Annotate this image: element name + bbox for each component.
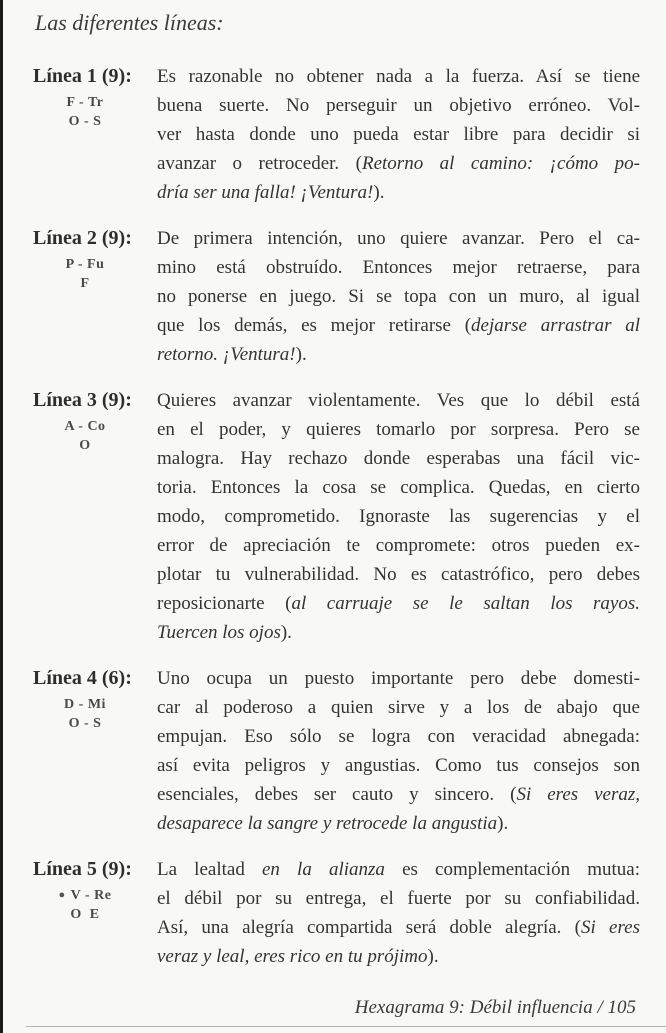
italic-run: veraz y leal, eres rico en tu prójimo bbox=[157, 946, 428, 967]
text-run: reposicionarte ( bbox=[157, 593, 292, 614]
text-line bbox=[157, 913, 640, 942]
text-line bbox=[157, 224, 640, 253]
text-line bbox=[157, 693, 640, 722]
text-line bbox=[157, 473, 640, 502]
line-label-column bbox=[33, 386, 157, 455]
text-run: Así, una alegría compartida será doble alegría. ( bbox=[157, 917, 582, 938]
text-line bbox=[157, 531, 640, 560]
text-run: ). bbox=[427, 946, 439, 967]
text-run: toria. Entonces la cosa se complica. Quedas, en cierto bbox=[157, 477, 640, 498]
text-run: en el poder, y quieres tomarlo por sorpresa. Pero se bbox=[157, 419, 640, 440]
text-run: no ponerse en juego. Si se topa con un muro, al igual bbox=[157, 286, 640, 307]
bottom-rule bbox=[26, 1026, 666, 1027]
italic-run: al carruaje se le saltan los rayos. bbox=[291, 593, 640, 614]
line-label: Línea 4 (6): bbox=[33, 667, 132, 689]
trigram-code: O E bbox=[70, 907, 100, 922]
text-line bbox=[157, 942, 640, 971]
line-entry bbox=[33, 386, 640, 647]
trigram-code: O bbox=[79, 438, 91, 453]
text-run: ). bbox=[280, 622, 292, 643]
trigram-code: F - Tr bbox=[66, 95, 104, 110]
line-label: Línea 3 (9): bbox=[33, 389, 132, 411]
text-run: La lealtad bbox=[157, 859, 262, 880]
governing-line-bullet-icon: ● bbox=[58, 889, 66, 901]
trigram-code: O - S bbox=[68, 114, 102, 129]
text-run: error de apreciación te compromete: otros pueden ex- bbox=[157, 535, 640, 556]
text-run: ). bbox=[373, 182, 385, 203]
italic-run: Tuercen los ojos bbox=[157, 622, 281, 643]
trigram-code: A - Co bbox=[64, 419, 106, 434]
text-run: Uno ocupa un puesto importante pero debe domesti- bbox=[157, 668, 640, 689]
text-run: modo, comprometido. Ignoraste las sugerencias y el bbox=[157, 506, 640, 527]
text-line bbox=[157, 282, 640, 311]
text-run: que los demás, es mejor retirarse ( bbox=[157, 315, 472, 336]
text-line bbox=[157, 444, 640, 473]
text-run: es complementación mutua: bbox=[384, 859, 640, 880]
text-run: De primera intención, uno quiere avanzar. Pero el ca- bbox=[157, 228, 640, 249]
line-codes bbox=[33, 93, 137, 131]
text-line bbox=[157, 751, 640, 780]
text-run: malogra. Hay rechazo donde esperabas una fácil vic- bbox=[157, 448, 640, 469]
line-label-column bbox=[33, 62, 157, 131]
line-text bbox=[157, 386, 640, 647]
footer-text: Hexagrama 9: Débil influencia / 105 bbox=[354, 997, 636, 1018]
text-line bbox=[157, 722, 640, 751]
italic-run: dejarse arrastrar al bbox=[471, 315, 640, 336]
text-line bbox=[157, 149, 640, 178]
text-line bbox=[157, 62, 640, 91]
line-entry bbox=[33, 62, 640, 207]
trigram-code: O - S bbox=[68, 716, 102, 731]
line-text bbox=[157, 224, 640, 369]
line-label: Línea 5 (9): bbox=[33, 858, 132, 880]
text-line bbox=[157, 560, 640, 589]
italic-run: en la alianza bbox=[261, 859, 385, 880]
italic-run: dría ser una falla! ¡Ventura! bbox=[157, 182, 374, 203]
line-entry bbox=[33, 855, 640, 971]
text-line bbox=[157, 311, 640, 340]
text-line bbox=[157, 178, 640, 207]
text-run: buena suerte. No perseguir un objetivo erróneo. Vol- bbox=[157, 95, 640, 116]
text-line bbox=[157, 120, 640, 149]
text-run: esenciales, debes ser cauto y sincero. ( bbox=[157, 784, 517, 805]
text-run: ). bbox=[497, 813, 509, 834]
text-line bbox=[157, 884, 640, 913]
trigram-code: P - Fu bbox=[65, 257, 105, 272]
line-label-column bbox=[33, 855, 157, 924]
italic-run: Retorno al camino: ¡cómo po- bbox=[361, 153, 640, 174]
italic-run: desaparece la sangre y retrocede la angustia bbox=[157, 813, 498, 834]
italic-run: Si eres bbox=[581, 917, 640, 938]
text-run: el débil por su entrega, el fuerte por su confiabilidad. bbox=[157, 888, 640, 909]
text-run: mino está obstruído. Entonces mejor retraerse, para bbox=[157, 257, 640, 278]
text-line bbox=[157, 502, 640, 531]
section-heading: Las diferentes líneas: bbox=[35, 10, 224, 35]
italic-run: retorno. ¡Ventura! bbox=[157, 344, 296, 365]
trigram-code: ● V - Re bbox=[58, 888, 112, 903]
text-line bbox=[157, 415, 640, 444]
text-line bbox=[157, 589, 640, 618]
text-line bbox=[157, 253, 640, 282]
line-codes bbox=[33, 255, 137, 293]
line-entry bbox=[33, 224, 640, 369]
text-line bbox=[157, 91, 640, 120]
line-codes bbox=[33, 886, 137, 924]
text-run: plotar tu vulnerabilidad. No es catastrófico, pero debes bbox=[157, 564, 640, 585]
text-line bbox=[157, 340, 640, 369]
line-entries-list bbox=[33, 62, 640, 971]
text-run: avanzar o retroceder. ( bbox=[157, 153, 362, 174]
text-line bbox=[157, 780, 640, 809]
line-text bbox=[157, 855, 640, 971]
trigram-code: D - Mi bbox=[64, 697, 106, 712]
line-label-column bbox=[33, 664, 157, 733]
text-run: Es razonable no obtener nada a la fuerza. Así se tiene bbox=[157, 66, 640, 87]
text-line bbox=[157, 386, 640, 415]
text-run: así evita peligros y angustias. Como tus consejos son bbox=[157, 755, 640, 776]
text-run: car al poderoso a quien sirve y a los de abajo que bbox=[157, 697, 640, 718]
line-label: Línea 1 (9): bbox=[33, 65, 132, 87]
line-label-column bbox=[33, 224, 157, 293]
line-codes bbox=[33, 695, 137, 733]
text-run: empujan. Eso sólo se logra con veracidad abnegada: bbox=[157, 726, 640, 747]
text-run: ver hasta donde uno pueda estar libre para decidir si bbox=[157, 124, 640, 145]
trigram-code: F bbox=[80, 276, 90, 291]
line-label: Línea 2 (9): bbox=[33, 227, 132, 249]
page-footer bbox=[355, 997, 636, 1019]
text-run: ). bbox=[295, 344, 307, 365]
line-text bbox=[157, 664, 640, 838]
line-text bbox=[157, 62, 640, 207]
text-run: Quieres avanzar violentamente. Ves que lo débil está bbox=[157, 390, 640, 411]
line-codes bbox=[33, 417, 137, 455]
text-line bbox=[157, 664, 640, 693]
line-entry bbox=[33, 664, 640, 838]
text-line bbox=[157, 855, 640, 884]
italic-run: Si eres veraz, bbox=[516, 784, 640, 805]
text-line bbox=[157, 618, 640, 647]
text-line bbox=[157, 809, 640, 838]
